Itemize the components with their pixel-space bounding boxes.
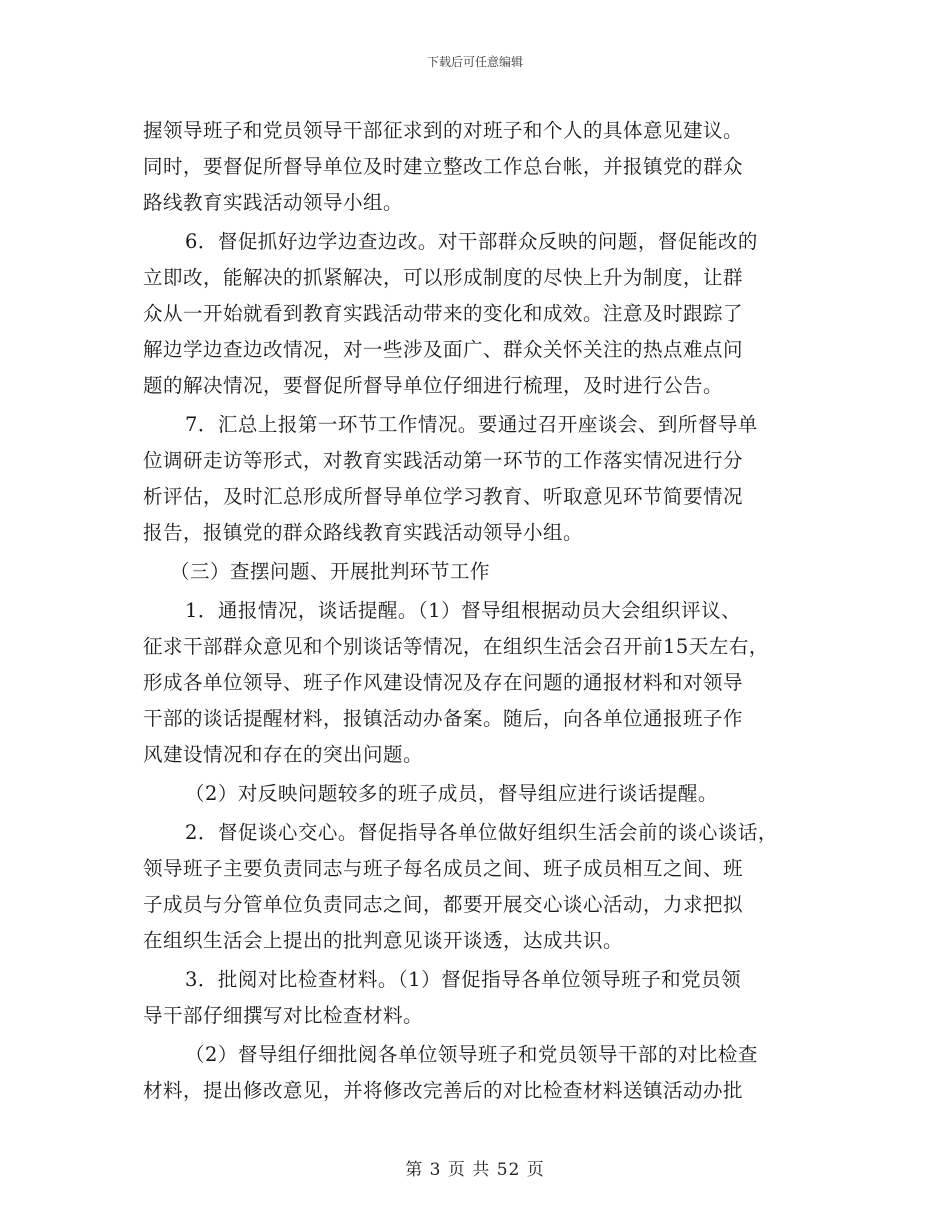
body-line: 析评估，及时汇总形成所督导单位学习教育、听取意见环节简要情况 bbox=[143, 485, 744, 508]
body-line: （2）督导组仔细批阅各单位领导班子和党员领导干部的对比检查 bbox=[185, 1043, 758, 1066]
body-line: 干部的谈话提醒材料，报镇活动办备案。随后，向各单位通报班子作 bbox=[143, 707, 744, 730]
body-line: 2．督促谈心交心。督促指导各单位做好组织生活会前的谈心谈话， bbox=[185, 821, 778, 844]
body-line: 立即改，能解决的抓紧解决，可以形成制度的尽快上升为制度，让群 bbox=[143, 266, 744, 289]
body-line: 形成各单位领导、班子作风建设情况及存在问题的通报材料和对领导 bbox=[143, 671, 744, 694]
body-line: 子成员与分管单位负责同志之间，都要开展交心谈心活动，力求把拟 bbox=[143, 893, 744, 916]
body-line: 位调研走访等形式，对教育实践活动第一环节的工作落实情况进行分 bbox=[143, 449, 744, 472]
section-heading: （三）查摆问题、开展批判环节工作 bbox=[170, 560, 491, 583]
body-line: 题的解决情况，要督促所督导单位仔细进行梳理，及时进行公告。 bbox=[143, 374, 724, 397]
body-line: 路线教育实践活动领导小组。 bbox=[143, 191, 404, 214]
body-line: 握领导班子和党员领导干部征求到的对班子和个人的具体意见建议。 bbox=[143, 119, 744, 142]
body-line: 征求干部群众意见和个别谈话等情况，在组织生活会召开前15天左右， bbox=[143, 635, 769, 658]
body-line: 导干部仔细撰写对比检查材料。 bbox=[143, 1004, 424, 1027]
body-line: 材料，提出修改意见，并将修改完善后的对比检查材料送镇活动办批 bbox=[143, 1079, 744, 1102]
body-line: 解边学边查边改情况，对一些涉及面广、群众关怀关注的热点难点问 bbox=[143, 338, 744, 361]
page-header: 下载后可任意编辑 bbox=[426, 55, 523, 69]
body-line: 领导班子主要负责同志与班子每名成员之间、班子成员相互之间、班 bbox=[143, 857, 744, 880]
body-line: 风建设情况和存在的突出问题。 bbox=[143, 743, 424, 766]
body-line: 报告，报镇党的群众路线教育实践活动领导小组。 bbox=[143, 521, 584, 544]
body-line: 3．批阅对比检查材料。（1）督促指导各单位领导班子和党员领 bbox=[185, 968, 742, 991]
body-line: 7．汇总上报第一环节工作情况。要通过召开座谈会、到所督导单 bbox=[185, 413, 758, 436]
body-line: 同时，要督促所督导单位及时建立整改工作总台帐，并报镇党的群众 bbox=[143, 155, 744, 178]
page-number: 第 3 页 共 52 页 bbox=[405, 1160, 545, 1180]
body-line: 6．督促抓好边学边查边改。对干部群众反映的问题，督促能改的 bbox=[185, 230, 758, 253]
body-line: （2）对反映问题较多的班子成员，督导组应进行谈话提醒。 bbox=[185, 782, 718, 805]
body-line: 众从一开始就看到教育实践活动带来的变化和成效。注意及时跟踪了 bbox=[143, 302, 744, 325]
body-line: 1．通报情况，谈话提醒。（1）督导组根据动员大会组织评议、 bbox=[185, 599, 742, 622]
body-line: 在组织生活会上提出的批判意见谈开谈透，达成共识。 bbox=[143, 929, 624, 952]
